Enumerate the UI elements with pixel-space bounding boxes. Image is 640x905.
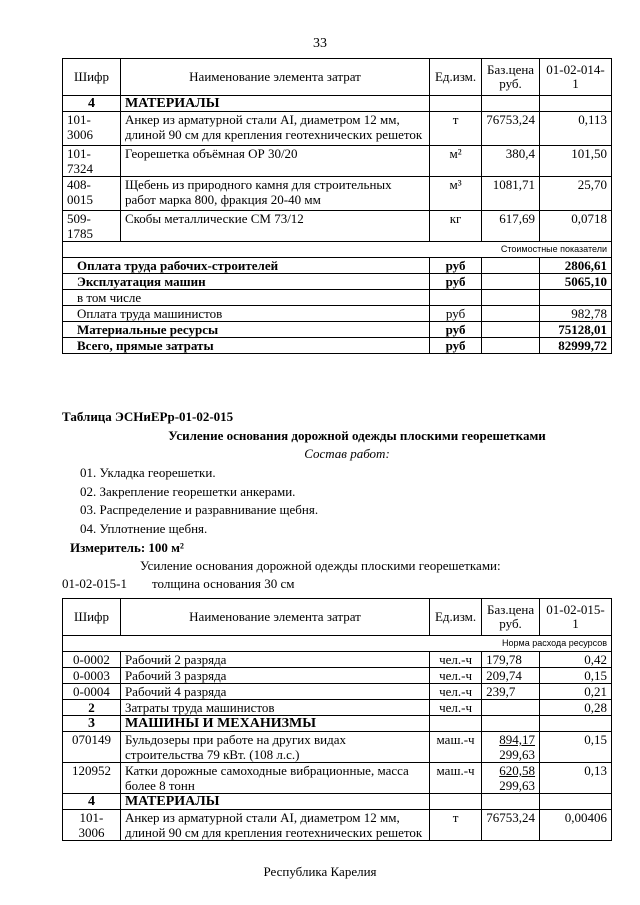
section-row xyxy=(63,716,612,732)
row-price xyxy=(482,763,540,794)
row-value: 0,0718 xyxy=(540,211,612,242)
row-price xyxy=(482,732,540,763)
row-value: 25,70 xyxy=(540,177,612,211)
row-name: Георешетка объёмная ОР 30/20 xyxy=(120,146,429,177)
summary-unit: руб xyxy=(430,322,482,338)
row-value: 0,21 xyxy=(540,684,612,700)
row-unit: т xyxy=(430,112,482,146)
description: Усиление основания дорожной одежды плоскими георешетками: xyxy=(140,558,501,573)
table-row xyxy=(63,810,612,841)
table-row xyxy=(63,112,612,146)
row-value: 0,42 xyxy=(540,652,612,668)
row-value: 0,28 xyxy=(540,700,612,716)
row-price: 209,74 xyxy=(482,668,540,684)
table-row xyxy=(63,700,612,716)
row-value: 0,15 xyxy=(540,668,612,684)
norm-code: 01-02-015-1 xyxy=(62,576,127,591)
section-row xyxy=(63,96,612,112)
header-code: Шифр xyxy=(63,59,121,96)
table-row xyxy=(63,668,612,684)
cost-indicators-row xyxy=(63,242,612,258)
row-code: 2 xyxy=(63,700,121,716)
row-name: Катки дорожные самоходные вибрационные, масса более 8 тонн xyxy=(120,763,429,794)
header-norm: 01-02-015-1 xyxy=(540,599,612,636)
row-unit: т xyxy=(430,810,482,841)
norm-header-row xyxy=(63,636,612,652)
table-header-row xyxy=(63,599,612,636)
footer-region: Республика Карелия xyxy=(263,864,377,879)
row-code: 408-0015 xyxy=(63,177,121,211)
row-code: 070149 xyxy=(63,732,121,763)
summary-row xyxy=(63,338,612,354)
summary-label: Оплата труда рабочих-строителей xyxy=(63,258,430,274)
summary-row xyxy=(63,306,612,322)
summary-row xyxy=(63,322,612,338)
row-price: 239,7 xyxy=(482,684,540,700)
row-price: 179,78 xyxy=(482,652,540,668)
summary-row xyxy=(63,274,612,290)
row-name: Рабочий 4 разряда xyxy=(120,684,429,700)
table-row xyxy=(63,763,612,794)
summary-label: Всего, прямые затраты xyxy=(63,338,430,354)
row-price: 76753,24 xyxy=(482,810,540,841)
section-title: МАТЕРИАЛЫ xyxy=(120,794,429,810)
header-unit: Ед.изм. xyxy=(430,599,482,636)
summary-unit: руб xyxy=(430,306,482,322)
table-01-02-015-1 xyxy=(62,598,612,841)
price-operator: 299,63 xyxy=(499,747,536,762)
table-row xyxy=(63,652,612,668)
header-code: Шифр xyxy=(63,599,121,636)
summary-label: Материальные ресурсы xyxy=(63,322,430,338)
summary-label: Эксплуатация машин xyxy=(63,274,430,290)
row-name: Щебень из природного камня для строительных работ марка 800, фракция 20-40 мм xyxy=(120,177,429,211)
table-header-row xyxy=(63,59,612,96)
summary-value: 982,78 xyxy=(540,306,612,322)
header-name: Наименование элемента затрат xyxy=(120,599,429,636)
row-price: 76753,24 xyxy=(482,112,540,146)
row-price: 380,4 xyxy=(482,146,540,177)
page-number: 33 xyxy=(313,36,327,51)
summary-unit: руб xyxy=(430,274,482,290)
row-value: 101,50 xyxy=(540,146,612,177)
summary-value: 75128,01 xyxy=(540,322,612,338)
summary-value: 2806,61 xyxy=(540,258,612,274)
row-name: Бульдозеры при работе на других видах строительства 79 кВт. (108 л.с.) xyxy=(120,732,429,763)
table-row xyxy=(63,146,612,177)
row-code: 101-7324 xyxy=(63,146,121,177)
header-price: Баз.цена руб. xyxy=(482,599,540,636)
row-name: Затраты труда машинистов xyxy=(120,700,429,716)
row-unit: маш.-ч xyxy=(430,732,482,763)
table-title: Таблица ЭСНиЕРр-01-02-015 xyxy=(62,409,234,424)
row-code: 101-3006 xyxy=(63,112,121,146)
works-item: 03. Распределение и разравнивание щебня. xyxy=(80,502,319,517)
summary-row xyxy=(63,258,612,274)
row-unit: м² xyxy=(430,146,482,177)
section-number: 3 xyxy=(63,716,121,732)
price-main: 894,17 xyxy=(499,732,536,747)
row-value: 0,113 xyxy=(540,112,612,146)
row-name: Анкер из арматурной стали AI, диаметром 12 мм, длиной 90 см для крепления геотехнических решеток xyxy=(120,112,429,146)
summary-value: 5065,10 xyxy=(540,274,612,290)
row-price: 1081,71 xyxy=(482,177,540,211)
table-row xyxy=(63,684,612,700)
works-item: 04. Уплотнение щебня. xyxy=(80,521,208,536)
works-item: 02. Закрепление георешетки анкерами. xyxy=(80,484,296,499)
table-row xyxy=(63,177,612,211)
header-name: Наименование элемента затрат xyxy=(120,59,429,96)
row-code: 509-1785 xyxy=(63,211,121,242)
row-code: 0-0002 xyxy=(63,652,121,668)
row-unit: кг xyxy=(430,211,482,242)
table-row xyxy=(63,211,612,242)
row-unit: чел.-ч xyxy=(430,684,482,700)
row-unit: чел.-ч xyxy=(430,700,482,716)
row-price: 617,69 xyxy=(482,211,540,242)
row-code: 120952 xyxy=(63,763,121,794)
summary-value: 82999,72 xyxy=(540,338,612,354)
section-number: 4 xyxy=(63,794,121,810)
works-heading: Состав работ: xyxy=(304,446,390,461)
row-value: 0,00406 xyxy=(540,810,612,841)
table-row xyxy=(63,732,612,763)
price-main: 620,58 xyxy=(499,763,536,778)
row-code: 101-3006 xyxy=(63,810,121,841)
summary-row xyxy=(63,290,612,306)
section-title: МАТЕРИАЛЫ xyxy=(120,96,429,112)
norm-header-label: Норма расхода ресурсов xyxy=(63,636,612,652)
summary-label: в том числе xyxy=(63,290,430,306)
row-unit: маш.-ч xyxy=(430,763,482,794)
summary-unit: руб xyxy=(430,258,482,274)
price-operator: 299,63 xyxy=(499,778,536,793)
header-price: Баз.цена руб. xyxy=(482,59,540,96)
row-unit: м³ xyxy=(430,177,482,211)
summary-label: Оплата труда машинистов xyxy=(63,306,430,322)
row-value: 0,15 xyxy=(540,732,612,763)
section-title: МАШИНЫ И МЕХАНИЗМЫ xyxy=(120,716,429,732)
summary-unit: руб xyxy=(430,338,482,354)
row-name: Рабочий 2 разряда xyxy=(120,652,429,668)
row-value: 0,13 xyxy=(540,763,612,794)
table-subtitle: Усиление основания дорожной одежды плоскими георешетками xyxy=(168,428,546,443)
row-name: Скобы металлические СМ 73/12 xyxy=(120,211,429,242)
row-name: Рабочий 3 разряда xyxy=(120,668,429,684)
cost-indicators-label: Стоимостные показатели xyxy=(63,242,612,258)
measure-label: Измеритель: 100 м² xyxy=(70,540,184,555)
header-unit: Ед.изм. xyxy=(430,59,482,96)
row-unit: чел.-ч xyxy=(430,652,482,668)
row-unit: чел.-ч xyxy=(430,668,482,684)
table-01-02-014-1 xyxy=(62,58,612,354)
norm-text: толщина основания 30 см xyxy=(152,576,295,591)
section-row xyxy=(63,794,612,810)
section-number: 4 xyxy=(63,96,121,112)
header-norm: 01-02-014-1 xyxy=(540,59,612,96)
works-item: 01. Укладка георешетки. xyxy=(80,465,216,480)
row-code: 0-0004 xyxy=(63,684,121,700)
row-code: 0-0003 xyxy=(63,668,121,684)
row-name: Анкер из арматурной стали AI, диаметром 12 мм, длиной 90 см для крепления геотехнических решеток xyxy=(120,810,429,841)
